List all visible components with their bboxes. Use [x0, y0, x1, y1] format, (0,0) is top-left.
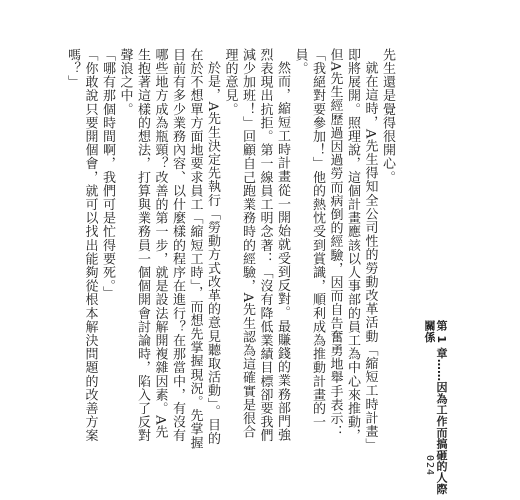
chapter-running-head: 第 1 章……因為工作而搞砸的人際關係: [423, 320, 448, 495]
paragraph-4: 於是，A先生決定先執行「勞動方式改革的意見聽取活動」。目的在於不想單方面地要求員工「縮短工時」，而想先掌握現況。先掌握目前有多少業務內容、以什麼樣的程序在進行？在那當中，有沒有哪些地方成為瓶頸？改善的第一步，就是設法解開複雜因素。A先生抱著這樣的想法，打算與業務員一個個開會討論時，陷入了反對聲浪之中。: [117, 48, 220, 450]
paragraph-5: 「哪有那個時間啊，我們可是忙得要死。」: [100, 48, 115, 300]
paragraph-6: 「你敢說只要開個會，就可以找出能夠從根本解決問題的改善方案嗎？」: [65, 48, 98, 443]
paragraph-1: 先生還是覺得很開心。: [380, 48, 395, 184]
paragraph-2: 就在這時，A先生得知全公司性的勞動改革活動「縮短工時計畫」即將展開。照理說，這個計畫應該以人事部的員工為中心來推動，但A先生經歷過因過勞而病倒的經驗，因而自告奮勇地舉手表示：「我絕對要參加！」他的熱忱受到賞識，順利成為推動計畫的一員。: [292, 48, 378, 452]
page-number: 024: [424, 455, 435, 477]
paragraph-3: 然而，縮短工時計畫從一開始就受到反對。最賺錢的業務部門強烈表現出抗拒。第一線員工明念著：「沒有降低業績目標卻要我們減少加班！」回顧自己跑業務時的經驗，A先生認為這確實是很合理的意見。: [222, 48, 290, 443]
body-text: [65, 48, 396, 452]
